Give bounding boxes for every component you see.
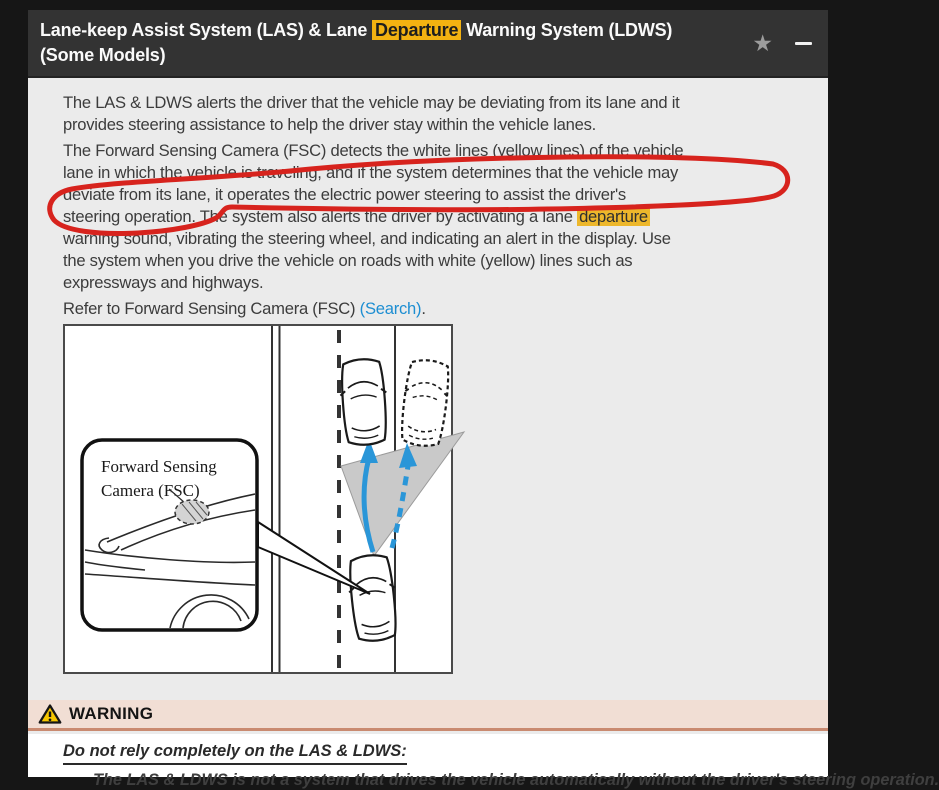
favorite-star-icon[interactable]: ★ bbox=[752, 29, 773, 56]
subject-vehicle bbox=[346, 553, 401, 643]
page-title-line2: (Some Models) bbox=[40, 45, 166, 65]
minimize-icon[interactable] bbox=[795, 42, 812, 45]
car-departing-lane bbox=[397, 358, 453, 448]
refer-text: Refer to Forward Sensing Camera (FSC) bbox=[63, 299, 360, 318]
callout-pointer bbox=[258, 522, 370, 594]
refer-period: . bbox=[421, 299, 426, 318]
car-in-lane bbox=[338, 358, 390, 447]
warning-item-title: Do not rely completely on the LAS & LDWS: bbox=[63, 742, 407, 765]
text-line: the system when you drive the vehicle on roads with white (yellow) lines such as bbox=[63, 251, 633, 270]
page-title bbox=[40, 18, 742, 68]
warning-item-body-clipped: The LAS & LDWS is not a system that drives the vehicle automatically without the driver's steering operation. bbox=[93, 771, 939, 789]
page-title-search-highlight: Departure bbox=[372, 20, 461, 40]
text-line-pre: steering operation. The system also alerts the driver by activating a lane bbox=[63, 207, 578, 226]
lane-departure-illustration bbox=[63, 324, 453, 674]
title-bar bbox=[28, 10, 828, 78]
warning-body-section bbox=[28, 734, 939, 789]
text-line: The LAS & LDWS alerts the driver that the vehicle may be deviating from its lane and it bbox=[63, 93, 680, 112]
text-line: provides steering assistance to help the driver stay within the vehicle lanes. bbox=[63, 115, 596, 134]
manual-content bbox=[28, 78, 828, 320]
manual-viewer-window bbox=[28, 10, 939, 789]
callout-label-line1: Forward Sensing bbox=[101, 457, 217, 476]
camera-unit-icon bbox=[175, 500, 209, 524]
search-link[interactable]: (Search) bbox=[359, 299, 422, 318]
page-title-post: Warning System (LDWS) bbox=[461, 20, 673, 40]
paragraph-intro bbox=[28, 92, 828, 136]
text-line: expressways and highways. bbox=[63, 273, 264, 292]
warning-triangle-icon bbox=[38, 703, 62, 725]
text-line: The Forward Sensing Camera (FSC) detects the white lines (yellow lines) of the vehicle bbox=[63, 141, 684, 160]
search-highlight-departure: departure bbox=[579, 207, 648, 226]
callout-label-line2: Camera (FSC) bbox=[101, 481, 200, 500]
refer-line bbox=[28, 298, 828, 320]
page-title-pre: Lane-keep Assist System (LAS) & Lane bbox=[40, 20, 373, 40]
text-line: lane in which the vehicle is traveling, and if the system determines that the vehicle may bbox=[63, 163, 679, 182]
warning-label: WARNING bbox=[69, 704, 154, 723]
warning-header bbox=[28, 700, 828, 731]
illustration-svg bbox=[65, 326, 451, 672]
fsc-callout bbox=[82, 440, 257, 630]
paragraph-fsc bbox=[28, 140, 828, 294]
text-line: warning sound, vibrating the steering wheel, and indicating an alert in the display. Use bbox=[63, 229, 671, 248]
text-line bbox=[63, 206, 828, 228]
text-line: deviate from its lane, it operates the electric power steering to assist the driver's bbox=[63, 185, 626, 204]
